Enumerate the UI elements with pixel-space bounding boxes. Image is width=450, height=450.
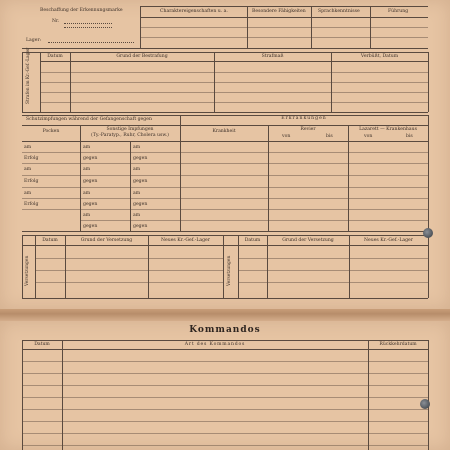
rule [65,235,66,298]
rule [428,340,429,450]
rule [35,282,223,283]
rule [238,235,239,298]
rule [331,52,332,112]
versetzungen-side-label-right: Versetzungen [227,255,232,286]
versetzungen-side-label-left: Versetzungen [25,255,30,286]
rule [22,231,428,232]
rule [22,52,23,112]
impf-cell: gegen [83,179,98,184]
rule [22,175,428,176]
impfungen-header: Schutzimpfungen während der Gefangenschaft gegen [26,117,152,122]
faehigkeiten-label: Besondere Fähigkeiten [252,9,306,14]
impf-cell: gegen [83,156,98,161]
impf-cell: gegen [83,224,98,229]
rule [22,409,428,410]
rule [40,61,428,62]
revier-bis: bis [326,134,333,139]
rule [428,52,429,112]
impf-cell: am [24,167,32,172]
lazarett-bis: bis [406,134,413,139]
rule [214,52,215,112]
impf-cell: am [24,191,32,196]
rule [267,235,268,298]
rule [80,220,428,221]
impf-cell: gegen [83,202,98,207]
rule [140,17,428,18]
nr-field[interactable] [64,23,112,24]
fuehrung-label: Führung [388,9,409,14]
vers-col-lager: Neues Kr.-Gef.-Lager [161,238,210,243]
vers-col-lager-2: Neues Kr.-Gef.-Lager [364,238,413,243]
rule [428,235,429,298]
charaktereigenschaften-label: Charaktereigenschaften u. a. [160,9,228,14]
rule [40,72,428,73]
rule [22,198,428,199]
lager-field[interactable] [48,42,134,43]
erkrankungen-header: Erkrankungen [281,116,327,121]
krankheit-label: Krankheit [212,129,236,134]
rule [35,270,223,271]
rule [180,115,181,231]
rule [22,125,428,126]
rule [22,385,428,386]
impf-cell: gegen [133,202,148,207]
rule [35,258,223,259]
fold-crease [0,309,450,321]
lazarett-label: Lazarett — Krankenhaus [359,127,417,132]
rule [35,235,36,298]
vers-col-grund-2: Grund der Versetzung [282,238,334,243]
rule [130,141,131,231]
rule [22,433,428,434]
rule [22,209,428,210]
rule [22,235,23,298]
rule [22,152,428,153]
rule [349,235,350,298]
rule [140,6,428,7]
rule [22,397,428,398]
rule [22,421,428,422]
strafen-col-grund: Grund der Bestrafung [116,54,168,59]
impf-cell: am [83,145,91,150]
pocken-label: Pocken [42,129,60,134]
rule [22,373,428,374]
rule [22,141,428,142]
impf-cell: am [83,213,91,218]
impf-cell: gegen [133,156,148,161]
impf-cell: am [133,213,141,218]
rule [22,163,428,164]
rule [22,52,428,53]
impf-cell: Erfolg [24,156,39,161]
rule [22,361,428,362]
rule [70,52,71,112]
rule [40,52,41,112]
rule [428,115,429,231]
rule [40,102,428,103]
revier-von: von [282,134,291,139]
rule [22,48,428,49]
vers-col-datum-2: Datum [244,238,261,243]
revier-label: Revier [300,127,316,132]
rule [140,37,428,38]
strafen-col-strafmass: Strafmaß [261,54,284,59]
strafen-side-label: Strafen im Kr.-Gef.-Lager [26,47,31,104]
sonstige-label: Sonstige Impfungen [106,127,154,132]
lazarett-von: von [364,134,373,139]
impf-cell: am [24,145,32,150]
rule [148,235,149,298]
rule [22,298,428,299]
sonstige-sub: (Ty.-Paratyp., Ruhr, Cholera usw.) [91,133,169,138]
strafen-col-verbuesst: Verbüßt, Datum [360,54,399,59]
lager-label: Lager: [26,38,42,43]
impf-cell: gegen [133,224,148,229]
impf-cell: am [83,167,91,172]
rule [22,112,428,113]
rule [40,92,428,93]
rule [223,235,224,298]
impf-cell: am [133,191,141,196]
impf-cell: gegen [133,179,148,184]
rule [22,245,428,246]
beschaffung-label: Beschaffung der Erkennungsmarke [40,8,123,13]
kommandos-col-datum: Datum [34,342,50,347]
punch-hole [420,399,430,409]
kommandos-title: Kommandos [189,325,261,335]
strafen-col-datum: Datum [47,54,63,59]
rule [40,82,428,83]
nr-label: Nr. [52,19,60,24]
kommandos-col-art: Art des Kommandos [184,342,246,347]
rule [268,125,269,231]
vers-col-datum: Datum [42,238,58,243]
rule [80,125,81,231]
nr-field-line2 [64,27,112,28]
impf-cell: Erfolg [24,179,39,184]
rule [348,125,349,231]
sprachkenntnisse-label: Sprachkenntnisse [318,9,360,14]
rule [22,187,428,188]
impf-cell: am [133,167,141,172]
kommandos-col-rueckkehr: Rückkehrdatum [379,342,417,347]
rule [22,235,428,236]
punch-hole [423,228,433,238]
rule [22,445,428,446]
impf-cell: am [83,191,91,196]
impf-cell: am [133,145,141,150]
impf-cell: Erfolg [24,202,39,207]
rule [140,27,428,28]
vers-col-grund: Grund der Versetzung [80,238,133,243]
